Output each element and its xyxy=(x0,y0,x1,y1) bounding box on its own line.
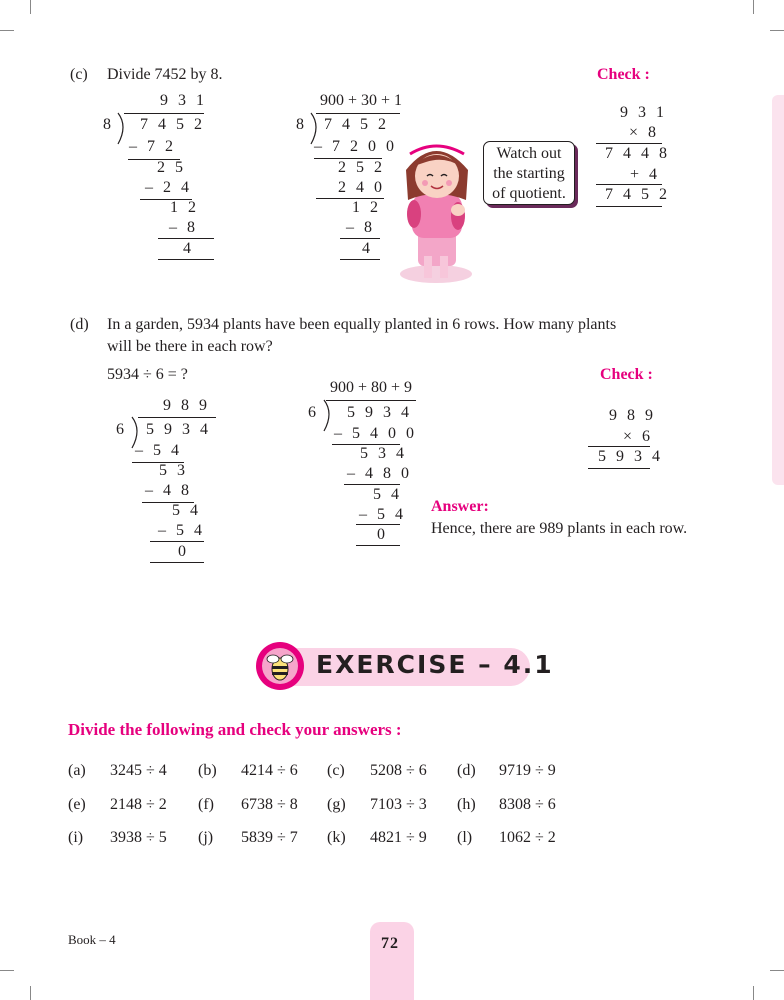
footer-book-label: Book – 4 xyxy=(68,932,116,947)
step: – 8 xyxy=(346,219,375,236)
rule xyxy=(150,562,204,563)
rule xyxy=(356,524,400,525)
check-line: 5 9 3 4 xyxy=(598,448,663,465)
speech-bubble xyxy=(483,141,575,205)
dividend: 5 9 3 4 xyxy=(146,421,211,438)
rule xyxy=(124,113,204,114)
item-problem: 6738 ÷ 8 xyxy=(241,796,298,813)
step: 0 xyxy=(377,526,388,543)
divisor: 8 xyxy=(103,116,114,133)
check-line: + 4 xyxy=(630,166,661,183)
item-label: (i) xyxy=(68,829,84,846)
step: – 8 xyxy=(169,219,198,236)
dividend: 5 9 3 4 xyxy=(347,404,412,421)
item-label: (d) xyxy=(457,762,476,779)
step: 5 4 xyxy=(373,486,402,503)
step: – 5 4 0 0 xyxy=(334,425,417,442)
item-problem: 5839 ÷ 7 xyxy=(241,829,298,846)
rule xyxy=(588,446,650,447)
speech-line: of quotient. xyxy=(492,185,566,202)
item-problem: 9719 ÷ 9 xyxy=(499,762,556,779)
step: 5 4 xyxy=(172,502,201,519)
step: – 2 4 xyxy=(145,179,192,196)
page-number: 72 xyxy=(381,935,399,952)
crop-mark xyxy=(753,0,754,14)
section-d-question-line1: In a garden, 5934 plants have been equally planted in 6 rows. How many plants xyxy=(107,316,617,333)
step: 4 xyxy=(362,240,373,257)
exercise-instruction: Divide the following and check your answers : xyxy=(68,720,402,739)
dividend: 7 4 5 2 xyxy=(140,116,205,133)
step: 4 xyxy=(183,240,194,257)
answer-text: Hence, there are 989 plants in each row. xyxy=(431,520,688,537)
check-line: × 6 xyxy=(623,428,654,445)
page-number-tab xyxy=(370,922,414,1000)
divisor: 6 xyxy=(116,421,127,438)
step: – 5 4 xyxy=(158,522,205,539)
item-label: (l) xyxy=(457,829,473,846)
check-line: 7 4 4 8 xyxy=(605,145,670,162)
division-bracket xyxy=(116,112,130,148)
rule xyxy=(326,400,416,401)
rule xyxy=(588,468,650,469)
item-problem: 3245 ÷ 4 xyxy=(110,762,167,779)
step: – 4 8 xyxy=(145,482,192,499)
rule xyxy=(316,113,400,114)
step: – 4 8 0 xyxy=(347,465,412,482)
page-edge-tab xyxy=(772,95,784,485)
dividend: 7 4 5 2 xyxy=(324,116,389,133)
rule xyxy=(596,184,662,185)
crop-mark xyxy=(30,986,31,1000)
item-problem: 3938 ÷ 5 xyxy=(110,829,167,846)
item-label: (b) xyxy=(198,762,217,779)
section-c-check-title: Check : xyxy=(597,66,650,83)
step: 2 4 0 xyxy=(338,179,385,196)
item-problem: 2148 ÷ 2 xyxy=(110,796,167,813)
speech-line: Watch out xyxy=(496,145,562,162)
check-line: × 8 xyxy=(629,124,660,141)
step: 5 3 4 xyxy=(360,445,407,462)
item-label: (f) xyxy=(198,796,214,813)
crop-mark xyxy=(30,0,31,14)
item-problem: 4821 ÷ 9 xyxy=(370,829,427,846)
section-c-question: Divide 7452 by 8. xyxy=(107,66,223,83)
check-line: 9 3 1 xyxy=(620,104,667,121)
rule xyxy=(340,259,380,260)
step: 0 xyxy=(178,543,189,560)
quotient: 9 8 9 xyxy=(163,397,210,414)
item-label: (k) xyxy=(327,829,346,846)
step: – 7 2 0 0 xyxy=(314,138,397,155)
item-problem: 8308 ÷ 6 xyxy=(499,796,556,813)
check-line: 9 8 9 xyxy=(609,407,656,424)
step: 2 5 2 xyxy=(338,159,385,176)
girl-illustration xyxy=(396,136,478,286)
check-line: 7 4 5 2 xyxy=(605,186,670,203)
item-problem: 1062 ÷ 2 xyxy=(499,829,556,846)
crop-mark xyxy=(753,986,754,1000)
crop-mark xyxy=(0,30,14,31)
crop-mark xyxy=(770,30,784,31)
rule xyxy=(138,417,216,418)
item-label: (e) xyxy=(68,796,86,813)
exercise-title: EXERCISE – 4.1 xyxy=(316,650,554,679)
step: 2 5 xyxy=(157,159,186,176)
rule xyxy=(158,238,214,239)
divisor: 6 xyxy=(308,404,319,421)
speech-line: the starting xyxy=(493,165,565,182)
item-problem: 7103 ÷ 3 xyxy=(370,796,427,813)
step: – 5 4 xyxy=(135,442,182,459)
step: – 7 2 xyxy=(129,138,176,155)
item-label: (h) xyxy=(457,796,476,813)
section-d-equation: 5934 ÷ 6 = ? xyxy=(107,366,188,383)
quotient: 900 + 30 + 1 xyxy=(320,92,403,109)
section-d-label: (d) xyxy=(70,316,89,333)
rule xyxy=(150,541,204,542)
item-problem: 4214 ÷ 6 xyxy=(241,762,298,779)
crop-mark xyxy=(0,970,14,971)
rule xyxy=(356,545,400,546)
section-d-check-title: Check : xyxy=(600,366,653,383)
item-label: (c) xyxy=(327,762,345,779)
step: – 5 4 xyxy=(359,506,406,523)
item-label: (j) xyxy=(198,829,214,846)
item-label: (g) xyxy=(327,796,346,813)
step: 1 2 xyxy=(170,199,199,216)
rule xyxy=(344,484,400,485)
bee-icon xyxy=(255,641,305,691)
quotient: 9 3 1 xyxy=(160,92,207,109)
item-problem: 5208 ÷ 6 xyxy=(370,762,427,779)
rule xyxy=(340,238,380,239)
rule xyxy=(596,143,662,144)
divisor: 8 xyxy=(296,116,307,133)
rule xyxy=(158,259,214,260)
answer-title: Answer: xyxy=(431,498,489,515)
rule xyxy=(596,206,662,207)
item-label: (a) xyxy=(68,762,86,779)
step: 5 3 xyxy=(159,462,188,479)
crop-mark xyxy=(770,970,784,971)
quotient: 900 + 80 + 9 xyxy=(330,379,413,396)
section-d-question-line2: will be there in each row? xyxy=(107,338,273,355)
section-c-label: (c) xyxy=(70,66,88,83)
step: 1 2 xyxy=(352,199,381,216)
